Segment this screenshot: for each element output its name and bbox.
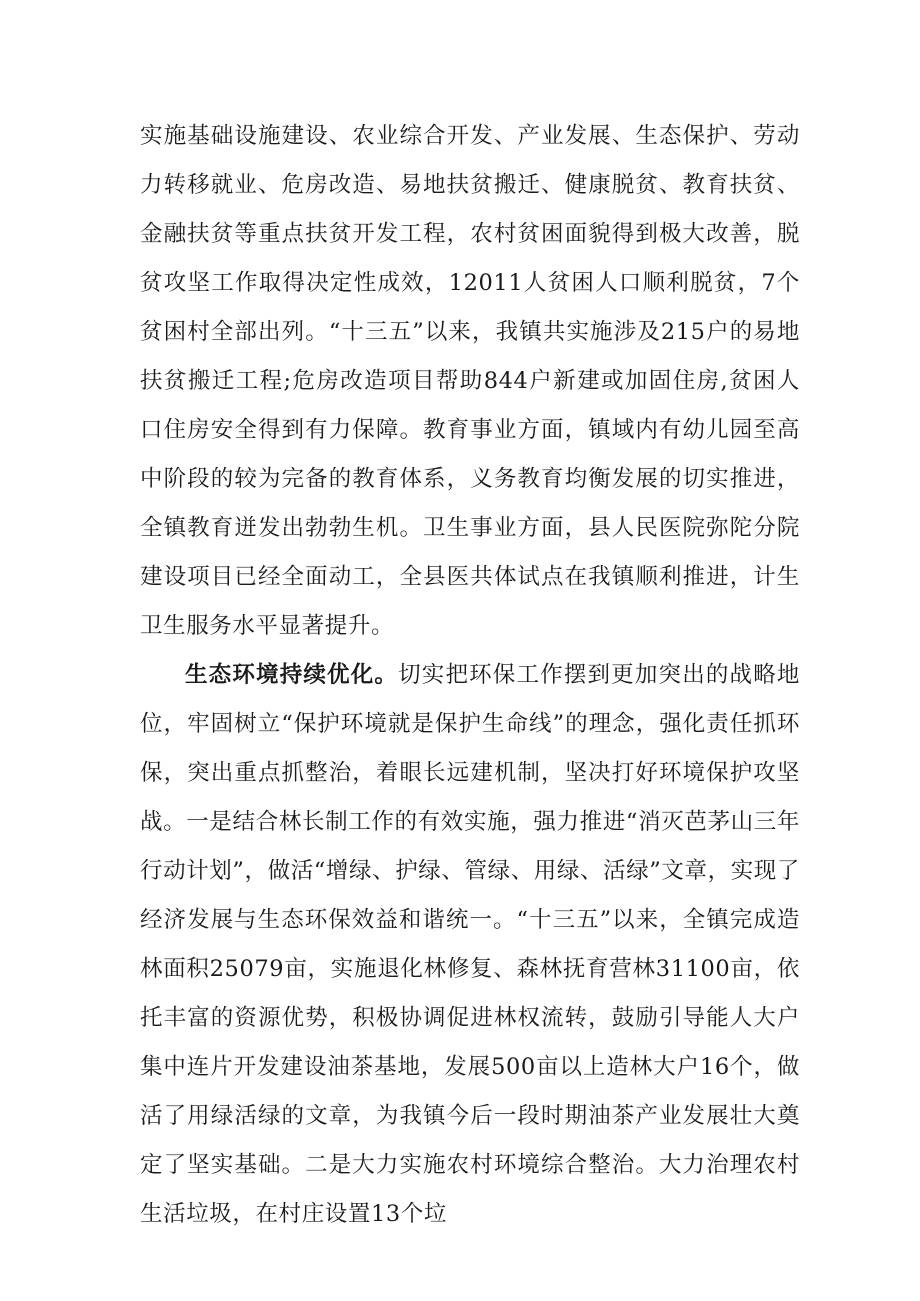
paragraph-heading: 生态环境持续优化。 — [185, 662, 399, 688]
paragraph-poverty-alleviation: 实施基础设施建设、农业综合开发、产业发展、生态保护、劳动力转移就业、危房改造、易地扶贫搬迁、健康脱贫、教育扶贫、金融扶贫等重点扶贫开发工程，农村贫困面貌得到极大改善，脱贫攻坚工作取得决定性成效，12011人贫困人口顺利脱贫，7个贫困村全部出列。“十三五”以来，我镇共实施涉及215户的易地扶贫搬迁工程;危房改造项目帮助844户新建或加固住房,贫困人口住房安全得到有力保障。教育事业方面，镇域内有幼儿园至高中阶段的较为完备的教育体系，义务教育均衡发展的切实推进，全镇教育迸发出勃勃生机。卫生事业方面，县人民医院弥陀分院建设项目已经全面动工，全县医共体试点在我镇顺利推进，计生卫生服务水平显著提升。 — [140, 123, 800, 639]
document-body — [140, 112, 800, 1239]
paragraph-ecological-environment — [140, 651, 800, 1239]
paragraph-text: 切实把环保工作摆到更加突出的战略地位，牢固树立“保护环境就是保护生命线”的理念，强化责任抓环保，突出重点抓整治，着眼长远建机制，坚决打好环境保护攻坚战。一是结合林长制工作的有效实施，强力推进“消灭芭茅山三年行动计划”，做活“增绿、护绿、管绿、用绿、活绿”文章，实现了经济发展与生态环保效益和谐统一。“十三五”以来，全镇完成造林面积25079亩，实施退化林修复、森林抚育营林31100亩，依托丰富的资源优势，积极协调促进林权流转，鼓励引导能人大户集中连片开发建设油茶基地，发展500亩以上造林大户16个，做活了用绿活绿的文章，为我镇今后一段时期油茶产业发展壮大奠定了坚实基础。二是大力实施农村环境综合整治。大力治理农村生活垃圾，在村庄设置13个垃 — [140, 662, 801, 1227]
